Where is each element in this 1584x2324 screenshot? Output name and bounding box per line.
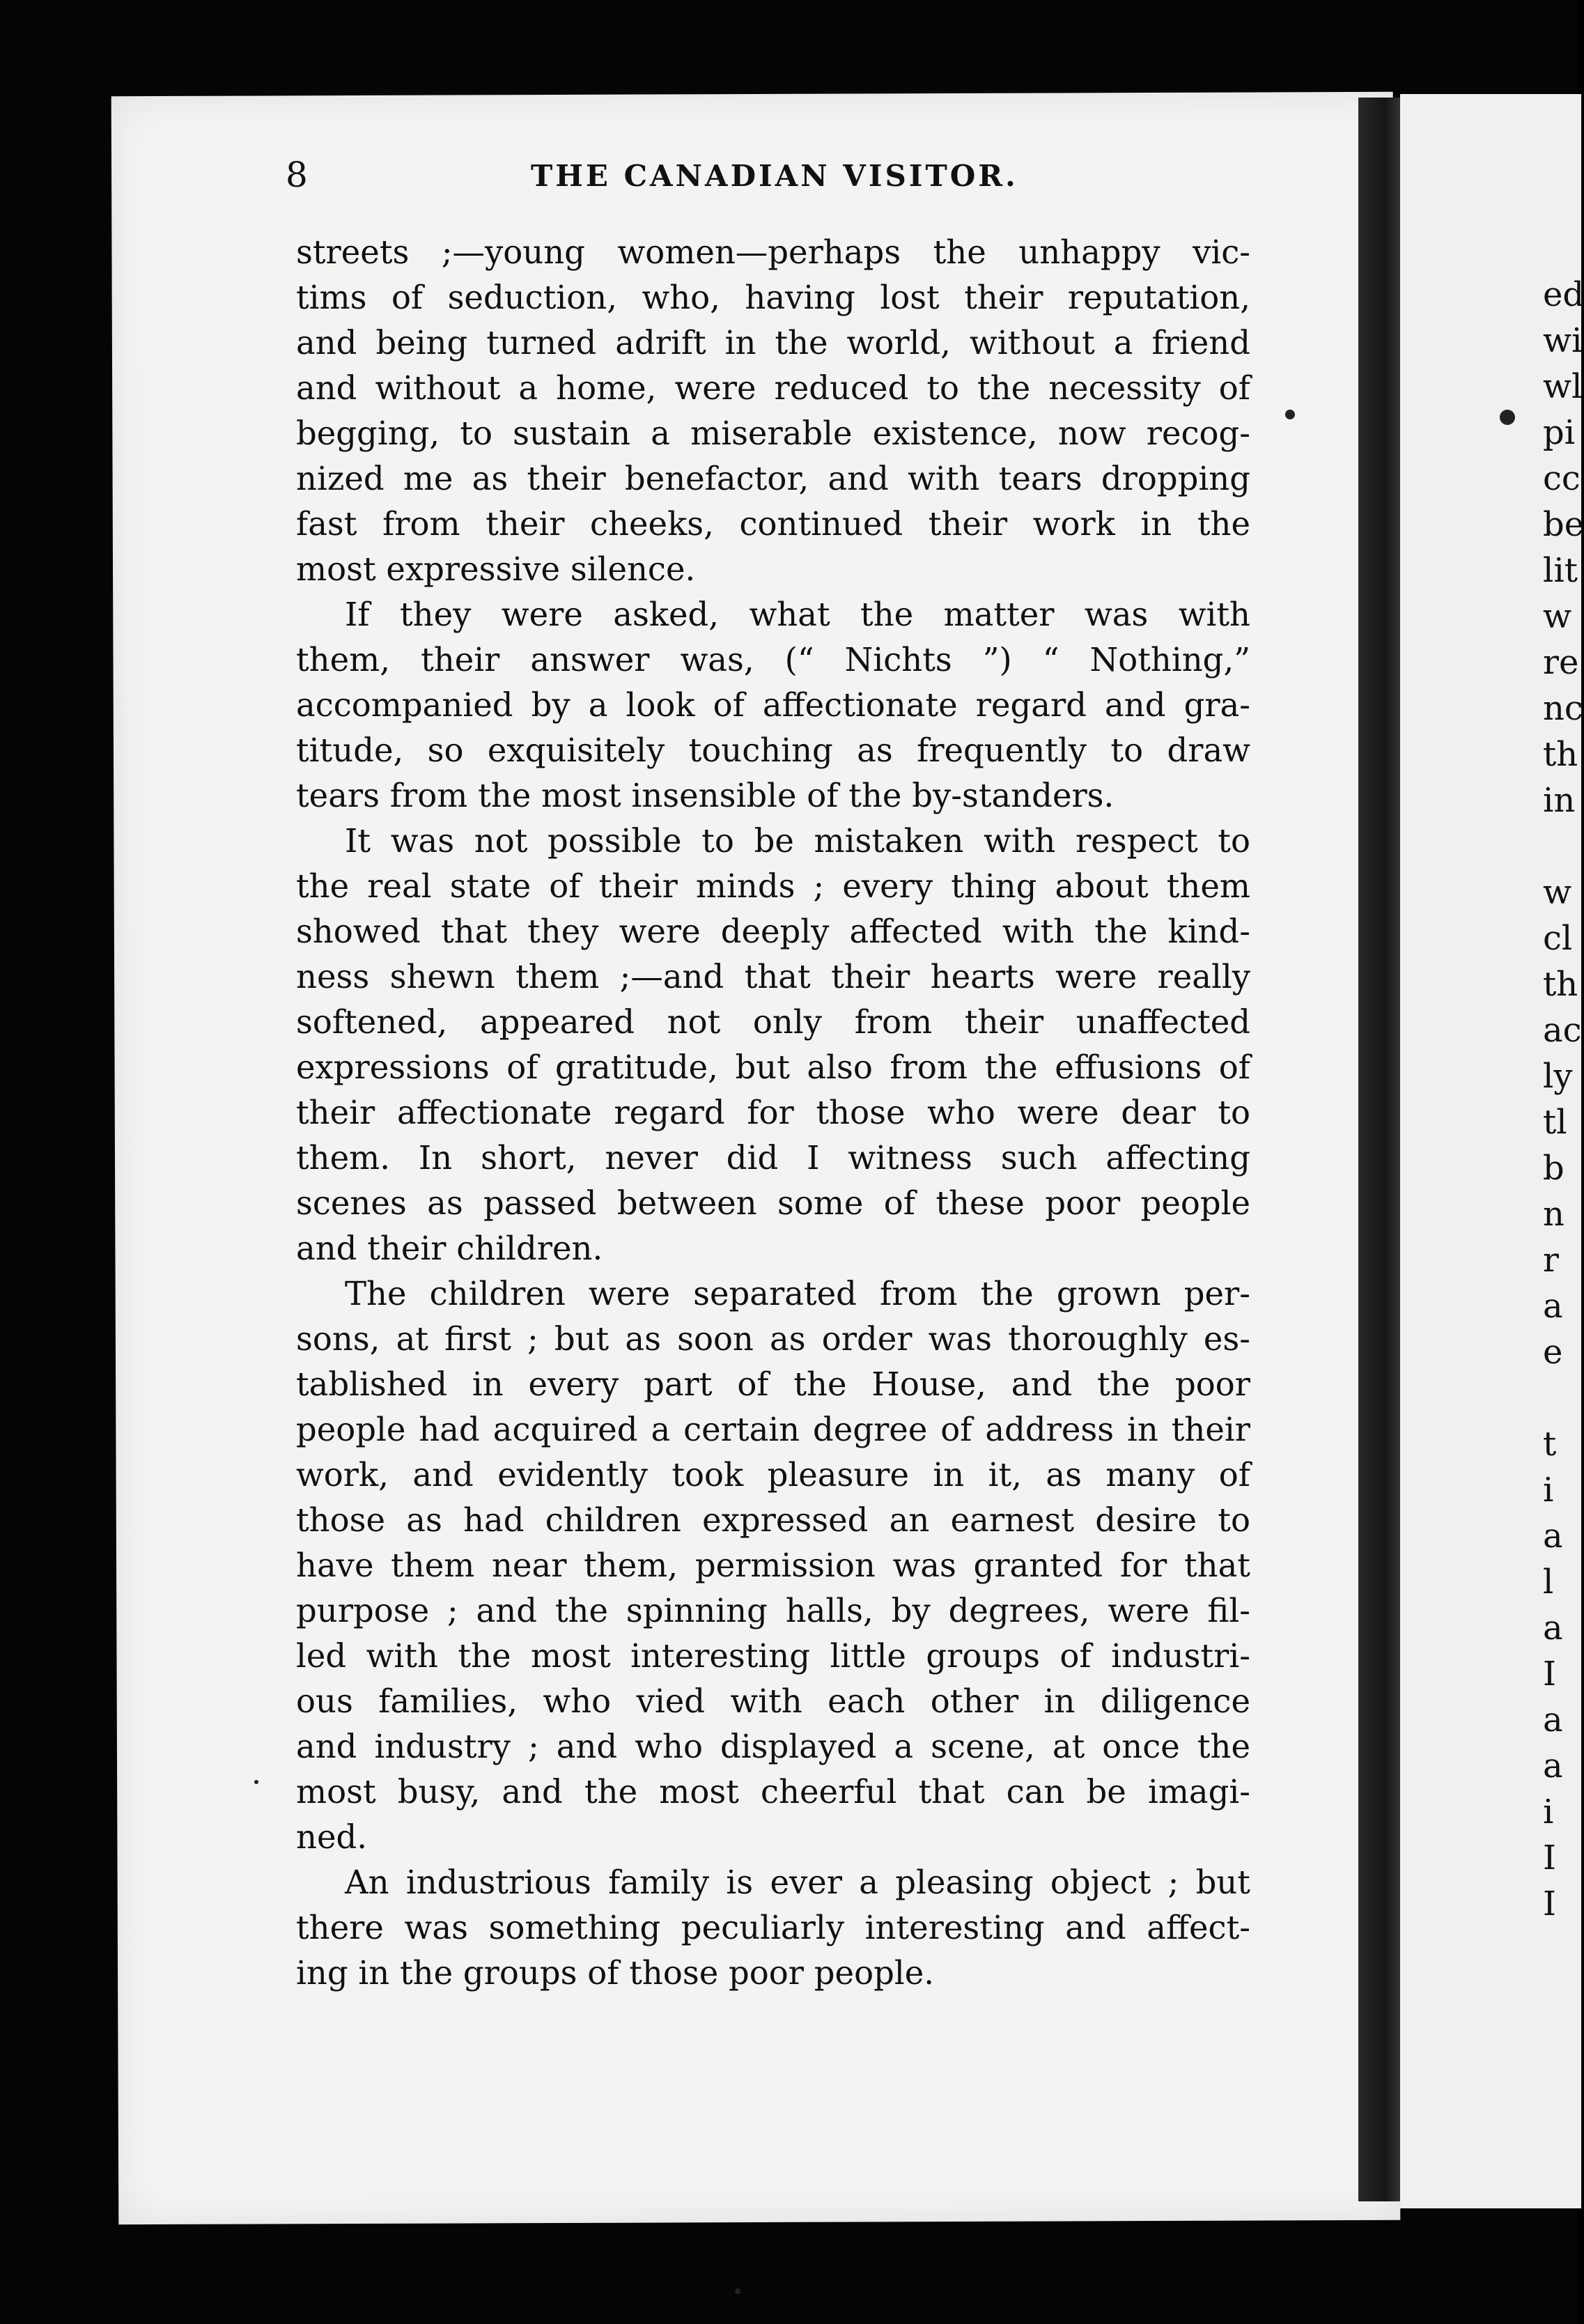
text-line: tablished in every part of the House, and the poor [296, 1365, 1250, 1403]
text-line: ness shewn them ;—and that their hearts were really [296, 958, 1250, 996]
running-title: THE CANADIAN VISITOR. [531, 159, 1018, 193]
text-line: and being turned adrift in the world, without a friend [296, 324, 1250, 362]
facing-page-fragment: ac [1543, 1011, 1582, 1050]
facing-page-fragment: r [1543, 1241, 1559, 1280]
facing-page-fragment: i [1543, 1792, 1554, 1831]
page-body [296, 230, 1250, 1996]
facing-page-fragment: th [1543, 735, 1578, 774]
ink-speck [735, 2288, 740, 2294]
facing-page-fragment: a [1543, 1701, 1563, 1740]
ink-speck [254, 1780, 258, 1784]
text-line: most busy, and the most cheerful that can be imagi- [296, 1773, 1250, 1811]
text-line: them, their answer was, (“ Nichts ”) “ Nothing,” [296, 641, 1250, 679]
text-line: showed that they were deeply affected with the kind- [296, 913, 1250, 950]
page-number: 8 [286, 155, 308, 195]
text-line: people had acquired a certain degree of address in their [296, 1411, 1250, 1448]
text-line: expressions of gratitude, but also from the effusions of [296, 1048, 1250, 1086]
facing-page-fragment: cc [1543, 459, 1581, 498]
text-line: work, and evidently took pleasure in it, as many of [296, 1456, 1250, 1494]
text-line: streets ;—young women—perhaps the unhappy vic- [296, 233, 1250, 271]
ink-speck [1500, 410, 1515, 425]
text-line: there was something peculiarly interesting and affect- [296, 1909, 1250, 1946]
text-line: led with the most interesting little groups of industri- [296, 1637, 1250, 1675]
text-line: their affectionate regard for those who were dear to [296, 1094, 1250, 1131]
text-line: have them near them, permission was granted for that [296, 1547, 1250, 1584]
text-line: most expressive silence. [296, 550, 696, 588]
facing-page-fragment: I [1543, 1838, 1556, 1877]
facing-page-fragment: a [1543, 1746, 1563, 1785]
text-line: tims of seduction, who, having lost their reputation, [296, 279, 1250, 316]
facing-page [1400, 94, 1584, 2208]
facing-page-fragment: ed [1543, 275, 1584, 314]
facing-page-fragment: in [1543, 781, 1576, 820]
facing-page-fragment: tl [1543, 1103, 1567, 1142]
text-line: them. In short, never did I witness such affecting [296, 1139, 1250, 1177]
facing-page-fragment: a [1543, 1609, 1563, 1648]
text-line: titude, so exquisitely touching as frequently to draw [296, 731, 1250, 769]
text-line: those as had children expressed an earnest desire to [296, 1501, 1250, 1539]
facing-page-fragment: i [1543, 1471, 1554, 1510]
facing-page-fragment: a [1543, 1517, 1563, 1556]
facing-page-fragment: t [1543, 1425, 1557, 1464]
facing-page-fragment: l [1543, 1563, 1554, 1602]
text-line: softened, appeared not only from their unaffected [296, 1003, 1250, 1041]
text-line: the real state of their minds ; every thing about them [296, 867, 1250, 905]
facing-page-fragment: nc [1543, 689, 1583, 728]
facing-page-fragment: re [1543, 643, 1579, 682]
text-line: and their children. [296, 1230, 603, 1267]
facing-page-fragment: cl [1543, 919, 1573, 958]
facing-page-fragment: be [1543, 505, 1584, 544]
facing-page-fragment: w [1543, 597, 1572, 636]
text-line: ing in the groups of those poor people. [296, 1954, 935, 1992]
facing-page-fragment: I [1543, 1655, 1556, 1694]
text-line: accompanied by a look of affectionate regard and gra- [296, 686, 1250, 724]
text-line: and industry ; and who displayed a scene, at once the [296, 1728, 1250, 1765]
facing-page-fragment: lit [1543, 551, 1578, 590]
ink-speck [1285, 410, 1295, 419]
text-line: sons, at first ; but as soon as order was thoroughly es- [296, 1320, 1250, 1358]
facing-page-fragment: wi [1543, 321, 1583, 360]
facing-page-fragment: e [1543, 1333, 1563, 1372]
text-line: It was not possible to be mistaken with respect to [345, 822, 1250, 860]
facing-page-fragment: n [1543, 1195, 1564, 1234]
facing-page-fragment: I [1543, 1884, 1556, 1923]
facing-page-fragment: a [1543, 1287, 1563, 1326]
facing-page-fragment: th [1543, 965, 1578, 1004]
text-line: fast from their cheeks, continued their work in the [296, 505, 1250, 543]
text-line: nized me as their benefactor, and with tears dropping [296, 460, 1250, 497]
text-line: ous families, who vied with each other in diligence [296, 1682, 1250, 1720]
text-line: If they were asked, what the matter was with [345, 596, 1250, 633]
text-line: and without a home, were reduced to the necessity of [296, 369, 1250, 407]
facing-page-fragment: pi [1543, 413, 1576, 452]
text-line: The children were separated from the grown per- [345, 1275, 1250, 1312]
text-line: begging, to sustain a miserable existence, now recog- [296, 415, 1250, 452]
text-line: tears from the most insensible of the by-standers. [296, 777, 1115, 814]
text-line: purpose ; and the spinning halls, by degrees, were fil- [296, 1592, 1250, 1629]
facing-page-fragment: wl [1543, 367, 1583, 406]
facing-page-fragment: b [1543, 1149, 1564, 1188]
facing-page-fragment: w [1543, 873, 1572, 912]
text-line: An industrious family is ever a pleasing object ; but [345, 1864, 1250, 1901]
facing-page-fragment: ly [1543, 1057, 1573, 1096]
text-line: scenes as passed between some of these poor people [296, 1184, 1250, 1222]
text-line: ned. [296, 1818, 368, 1856]
